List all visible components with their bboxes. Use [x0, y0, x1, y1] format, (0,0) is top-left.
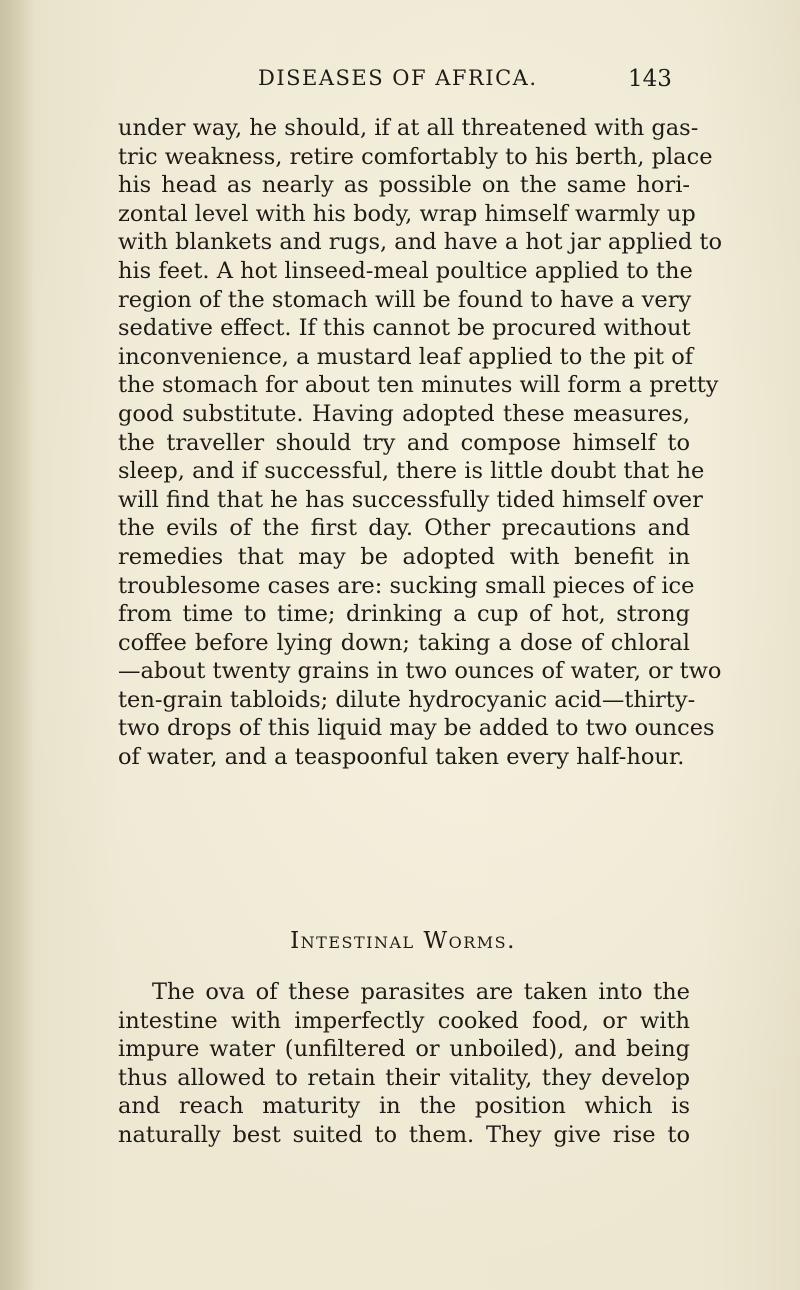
- text-line: tric weakness, retire comfortably to his berth, place: [118, 143, 713, 170]
- running-header: [0, 66, 800, 106]
- text-line: will find that he has successfully tided himself over: [118, 486, 703, 513]
- text-line: from time to time; drinking a cup of hot, strong: [118, 601, 690, 628]
- text-line: of water, and a teaspoonful taken every half-hour.: [118, 744, 685, 771]
- text-line: troublesome cases are: sucking small pieces of ice: [118, 572, 695, 599]
- text-line: inconvenience, a mustard leaf applied to the pit of: [118, 343, 694, 370]
- page-number: 143: [628, 66, 672, 92]
- text-line: sleep, and if successful, there is little doubt that he: [118, 458, 705, 485]
- text-line: —about twenty grains in two ounces of water, or two: [118, 658, 722, 685]
- paragraph-intestinal-worms: [118, 978, 690, 1150]
- text-line: impure water (unfiltered or unboiled), and being: [118, 1036, 690, 1063]
- section-heading: Intestinal Worms.: [290, 928, 516, 954]
- text-line: remedies that may be adopted with benefit in: [118, 543, 690, 570]
- text-line: the evils of the first day. Other precautions and: [118, 515, 690, 542]
- text-line: his feet. A hot linseed-meal poultice applied to the: [118, 257, 693, 284]
- paragraph-continued: [118, 114, 723, 772]
- text-line: The ova of these parasites are taken into the: [152, 979, 690, 1005]
- text-line: with blankets and rugs, and have a hot jar applied to: [118, 229, 723, 256]
- running-title: DISEASES OF AFRICA.: [258, 66, 538, 90]
- text-line: under way, he should, if at all threatened with gas-: [118, 115, 699, 141]
- text-line: his head as nearly as possible on the same hori-: [118, 172, 690, 199]
- text-line: sedative effect. If this cannot be procured without: [118, 315, 691, 342]
- text-line: zontal level with his body, wrap himself warmly up: [118, 200, 696, 227]
- text-line: ten-grain tabloids; dilute hydrocyanic acid—thirty-: [118, 686, 696, 713]
- text-line: the traveller should try and compose himself to: [118, 429, 690, 456]
- text-line: two drops of this liquid may be added to two ounces: [118, 715, 715, 742]
- text-line: good substitute. Having adopted these measures,: [118, 400, 690, 427]
- text-line: coffee before lying down; taking a dose of chloral: [118, 629, 690, 656]
- text-line: the stomach for about ten minutes will form a pretty: [118, 372, 719, 399]
- page-gutter-shadow: [0, 0, 34, 1290]
- text-line: thus allowed to retain their vitality, they develop: [118, 1064, 690, 1091]
- text-line: intestine with imperfectly cooked food, or with: [118, 1007, 690, 1034]
- text-line: region of the stomach will be found to have a very: [118, 286, 692, 313]
- text-line: naturally best suited to them. They give rise to: [118, 1121, 690, 1148]
- text-line: and reach maturity in the position which is: [118, 1093, 690, 1120]
